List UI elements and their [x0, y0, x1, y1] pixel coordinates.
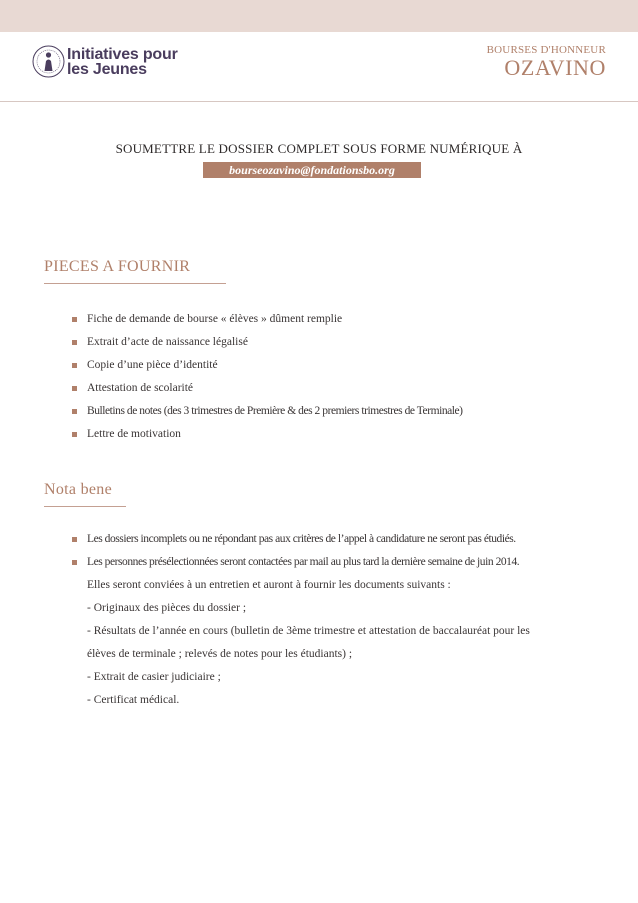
brand-title: OZAVINO	[504, 55, 606, 80]
square-bullet-icon	[72, 386, 77, 391]
list-item: Extrait d’acte de naissance légalisé	[72, 331, 463, 354]
header-divider	[0, 101, 638, 102]
nota-continuation-line: élèves de terminale ; relevés de notes pour les étudiants) ;	[87, 648, 353, 660]
square-bullet-icon	[72, 340, 77, 345]
list-item: Lettre de motivation	[72, 423, 463, 446]
nota-heading: Nota bene	[44, 481, 113, 498]
submit-instruction: SOUMETTRE LE DOSSIER COMPLET SOUS FORME NUMÉRIQUE À	[115, 141, 523, 156]
seal-icon	[32, 45, 65, 78]
nota-continuation-line: - Certificat médical.	[87, 694, 180, 706]
square-bullet-icon	[72, 317, 77, 322]
nota-continuation-line: - Extrait de casier judiciaire ;	[87, 671, 221, 683]
pieces-list	[72, 308, 463, 446]
nota-continuation-line: - Résultats de l’année en cours (bulletin de 3ème trimestre et attestation de baccalauréat pour les	[87, 625, 530, 637]
list-item: Fiche de demande de bourse « élèves » dûment remplie	[72, 308, 463, 331]
brand-subtitle: BOURSES D'HONNEUR	[486, 44, 606, 56]
square-bullet-icon	[72, 537, 77, 542]
list-item: Copie d’une pièce d’identité	[72, 354, 463, 377]
nota-heading-underline	[44, 506, 126, 507]
square-bullet-icon	[72, 409, 77, 414]
logo-line-1: Initiatives pour	[67, 45, 178, 63]
list-item: Les dossiers incomplets ou ne répondant pas aux critères de l’appel à candidature ne seront pas étudiés.	[72, 528, 530, 551]
list-item: Les personnes présélectionnées seront contactées par mail au plus tard la dernière semaine de juin 2014.	[72, 551, 530, 574]
square-bullet-icon	[72, 432, 77, 437]
logo-line-2: les Jeunes	[67, 60, 147, 78]
nota-continuation-line: Elles seront conviées à un entretien et auront à fournir les documents suivants :	[87, 579, 451, 591]
nota-continuation-line: - Originaux des pièces du dossier ;	[87, 602, 247, 614]
ozavino-brand	[487, 44, 606, 80]
list-item: Bulletins de notes (des 3 trimestres de Première & des 2 premiers trimestres de Terminale)	[72, 400, 463, 423]
pieces-heading: PIECES A FOURNIR	[44, 258, 191, 275]
email-badge[interactable]: bourseozavino@fondationsbo.org	[203, 162, 421, 178]
nota-list	[72, 528, 530, 712]
square-bullet-icon	[72, 363, 77, 368]
pieces-heading-underline	[44, 283, 226, 284]
initiatives-logo	[32, 45, 178, 78]
header-band	[0, 0, 638, 32]
square-bullet-icon	[72, 560, 77, 565]
list-item: Attestation de scolarité	[72, 377, 463, 400]
